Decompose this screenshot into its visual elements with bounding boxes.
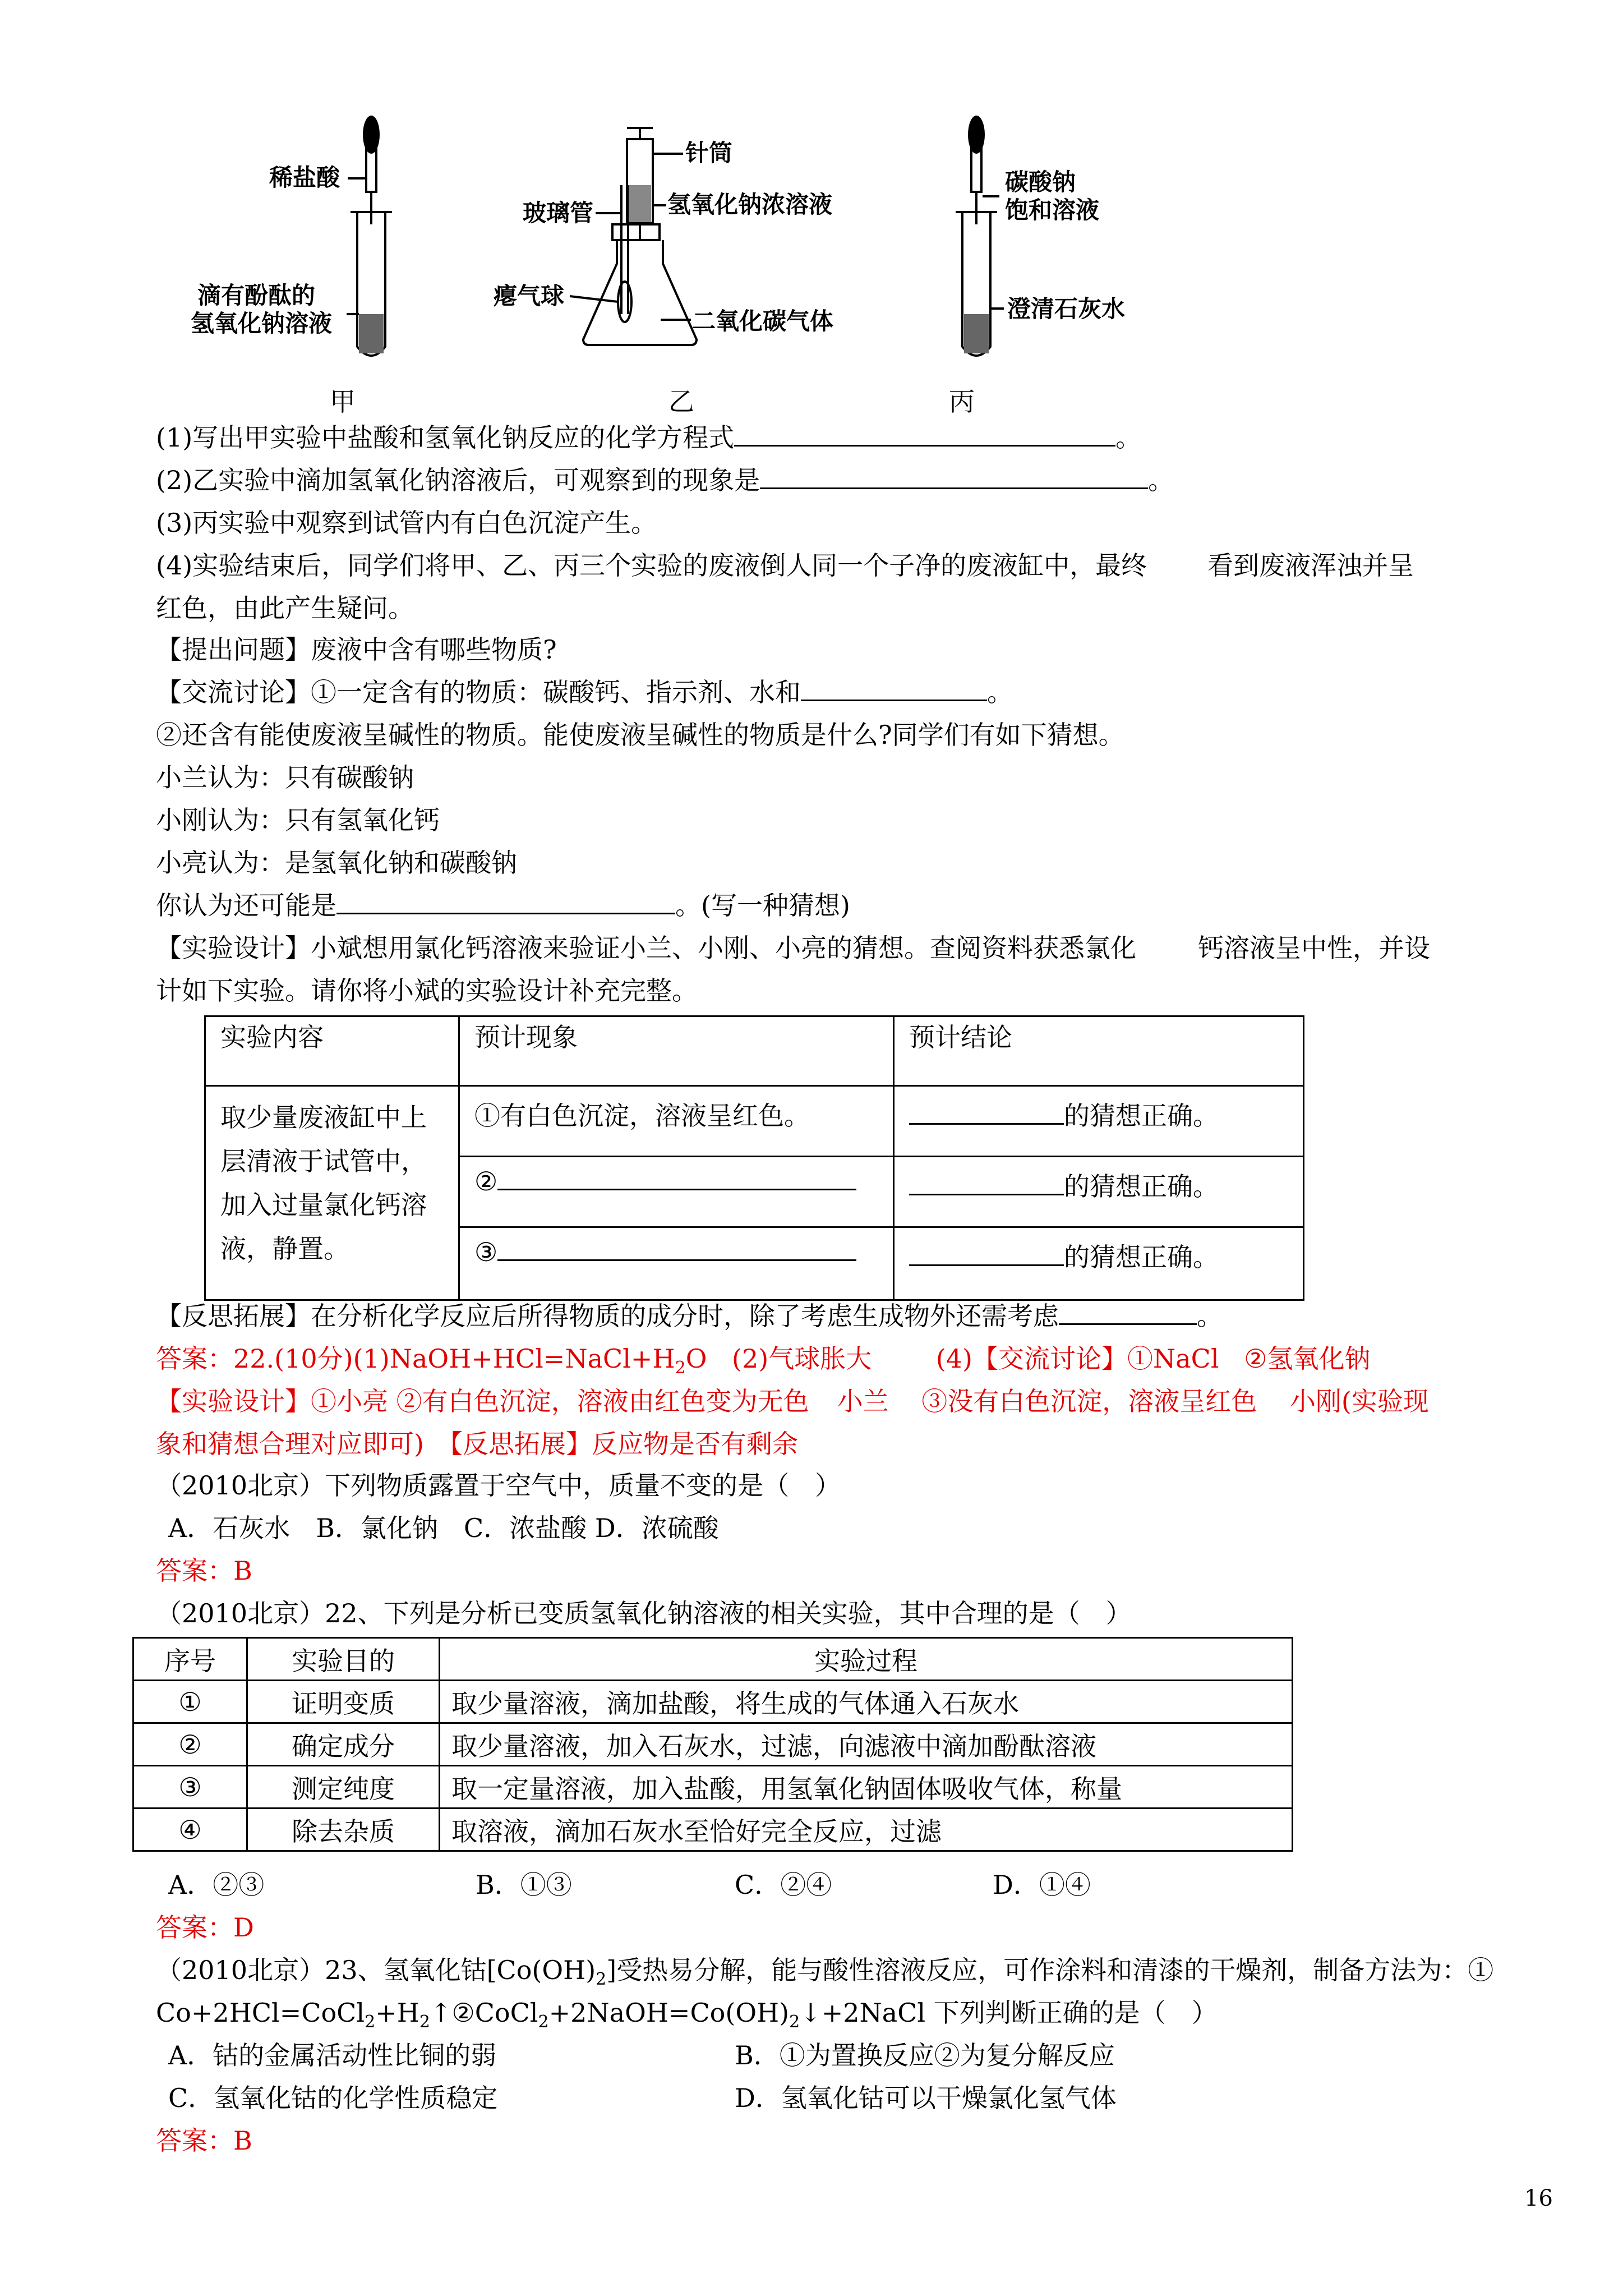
design-line2: 计如下实验。请你将小斌的实验设计补充完整。	[156, 976, 698, 1006]
table-header: 预计结论	[894, 1016, 1304, 1086]
label-sodium-carbonate-2: 饱和溶液	[1005, 196, 1100, 224]
question-3: (3)丙实验中观察到试管内有白色沉淀产生。	[156, 508, 657, 538]
naoh-experiment-table	[132, 1637, 1293, 1852]
experiment-content: 取少量废液缸中上 层清液于试管中， 加入过量氯化钙溶 液，静置。	[205, 1086, 459, 1300]
guess-xiaogang: 小刚认为：只有氢氧化钙	[156, 805, 440, 835]
table-row: ③ 测定纯度 取一定量溶液，加入盐酸，用氢氧化钠固体吸收气体，称量	[133, 1766, 1293, 1809]
mc3-answer: 答案：B	[156, 2125, 252, 2156]
design-line1: 【实验设计】小斌想用氯化钙溶液来验证小兰、小刚、小亮的猜想。查阅资料获悉氯化 钙溶液呈中性，并设	[156, 933, 1430, 963]
label-dilute-hcl: 稀盐酸	[269, 164, 340, 191]
answer-22-line3: 象和猜想合理对应即可) 【反思拓展】反应物是否有剩余	[156, 1429, 798, 1459]
conclusion-2: 的猜想正确。	[894, 1157, 1304, 1227]
table-row: ② 确定成分 取少量溶液，加入石灰水，过滤，向滤液中滴加酚酞溶液	[133, 1723, 1293, 1766]
conclusion-1: 的猜想正确。	[894, 1086, 1304, 1157]
mc2-option-a: A．②③	[168, 1870, 265, 1900]
answer-22-line2: 【实验设计】①小亮 ②有白色沉淀，溶液由红色变为无色 小兰 ③没有白色沉淀，溶液呈红色 小刚(实验现	[156, 1386, 1429, 1416]
mc2-option-d: D．①④	[993, 1870, 1091, 1900]
mc2-option-b: B．①③	[476, 1870, 572, 1900]
label-limewater: 澄清石灰水	[1007, 295, 1126, 323]
question-2: (2)乙实验中滴加氢氧化钠溶液后，可观察到的现象是 。	[156, 465, 1174, 495]
question-4-line2: 红色，由此产生疑问。	[156, 593, 414, 623]
mc1-options: A．石灰水 B．氯化钠 C．浓盐酸 D．浓硫酸	[168, 1513, 719, 1543]
phenomenon-3: ③	[459, 1227, 894, 1300]
question-4-line1: (4)实验结束后，同学们将甲、乙、丙三个实验的废液倒人同一个子净的废液缸中，最终 看到废液浑浊并呈	[156, 550, 1414, 581]
table-header: 实验过程	[440, 1638, 1293, 1681]
table-header: 序号	[133, 1638, 247, 1681]
question-1: (1)写出甲实验中盐酸和氢氧化钠反应的化学方程式 。	[156, 422, 1142, 453]
label-co2-gas: 二氧化碳气体	[692, 307, 834, 335]
mc1-question: （2010北京）下列物质露置于空气中，质量不变的是（ ）	[156, 1470, 841, 1501]
phenomenon-2: ②	[459, 1157, 894, 1227]
mc3-option-d: D．氢氧化钴可以干燥氯化氢气体	[735, 2083, 1117, 2113]
label-sodium-carbonate-1: 碳酸钠	[1005, 168, 1076, 196]
raise-question: 【提出问题】废液中含有哪些物质?	[156, 634, 557, 665]
phenomenon-1: ①有白色沉淀，溶液呈红色。	[459, 1086, 894, 1157]
label-balloon: 瘪气球	[494, 282, 565, 310]
caption-jia: 甲	[330, 386, 356, 417]
mc3-question-line1: （2010北京）23、氢氧化钴$[Co(OH)_2]$受热易分解，能与酸性溶液反应，可作涂料和清漆的干燥剂，制备方法为：①	[156, 1955, 1494, 1990]
caption-bing: 丙	[949, 386, 975, 417]
caption-yi: 乙	[668, 386, 694, 417]
label-phenolphthalein-2: 氢氧化钠溶液	[191, 310, 333, 337]
label-syringe: 针筒	[685, 139, 733, 167]
guess-yours: 你认为还可能是 。(写一种猜想)	[156, 890, 850, 921]
guess-xiaoliang: 小亮认为：是氢氧化钠和碳酸钠	[156, 848, 517, 878]
discussion-1: 【交流讨论】①一定含有的物质：碳酸钙、指示剂、水和 。	[156, 677, 1013, 707]
table-row: ① 证明变质 取少量溶液，滴加盐酸，将生成的气体通入石灰水	[133, 1681, 1293, 1723]
reflect-extend: 【反思拓展】在分析化学反应后所得物质的成分时，除了考虑生成物外还需考虑 。	[156, 1301, 1223, 1331]
table-row: ④ 除去杂质 取溶液，滴加石灰水至恰好完全反应，过滤	[133, 1809, 1293, 1851]
mc2-option-c: C．②④	[735, 1870, 832, 1900]
mc2-question: （2010北京）22、下列是分析已变质氢氧化钠溶液的相关实验，其中合理的是（ ）	[156, 1598, 1132, 1628]
mc3-option-a: A．钴的金属活动性比铜的弱	[168, 2040, 497, 2070]
table-header: 实验内容	[205, 1016, 459, 1086]
page-number: 16	[1524, 2185, 1553, 2211]
mc3-option-b: B．①为置换反应②为复分解反应	[735, 2040, 1115, 2070]
mc3-option-c: C．氢氧化钴的化学性质稳定	[168, 2083, 498, 2113]
label-glass-tube: 玻璃管	[523, 199, 594, 227]
table-header: 实验目的	[247, 1638, 440, 1681]
table-header: 预计现象	[459, 1016, 894, 1086]
experiment-design-table	[204, 1015, 1304, 1301]
conclusion-3: 的猜想正确。	[894, 1227, 1304, 1300]
discussion-2: ②还含有能使废液呈碱性的物质。能使废液呈碱性的物质是什么?同学们有如下猜想。	[156, 720, 1124, 750]
guess-xiaolan: 小兰认为：只有碳酸钠	[156, 762, 414, 793]
mc3-question-line2: $Co+2HCl=CoCl_2+H_2↑②CoCl_2+2NaOH=Co(OH)_2↓+2NaCl$ 下列判断正确的是（ ）	[156, 1998, 1218, 2032]
mc2-answer: 答案：D	[156, 1912, 254, 1943]
label-naoh-solution: 氢氧化钠浓溶液	[667, 191, 833, 218]
answer-22-line1: 答案：22.(10分)$(1)NaOH+HCl=NaCl+H_2O$ (2)气球胀大 (4)【交流讨论】①NaCl ②氢氧化钠	[156, 1343, 1371, 1378]
label-phenolphthalein-1: 滴有酚酞的	[197, 282, 316, 309]
mc1-answer: 答案：B	[156, 1556, 252, 1586]
